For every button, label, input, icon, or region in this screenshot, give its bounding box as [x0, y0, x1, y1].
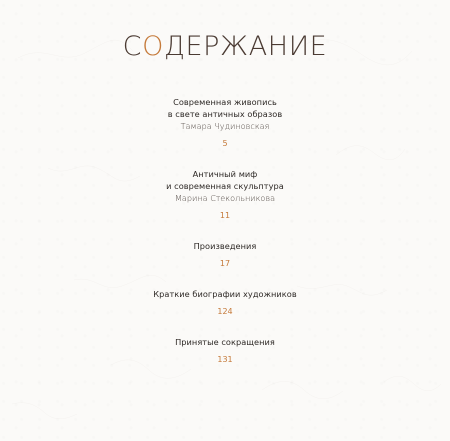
entry-title-line: в свете античных образов: [167, 109, 283, 119]
title-first-letter: С: [122, 31, 143, 62]
entry-page-number: 17: [219, 259, 231, 268]
entry-page-number: 5: [222, 139, 228, 148]
toc-entry: [0, 96, 450, 149]
title-accent-letter: О: [142, 31, 164, 62]
toc-entry: [0, 336, 450, 365]
toc-entry: [0, 168, 450, 221]
toc-entry: [0, 240, 450, 269]
page-title: [0, 33, 450, 60]
entry-page-number: 11: [219, 211, 231, 220]
entry-title-line: Принятые сокращения: [175, 337, 275, 347]
entry-page-number: 131: [217, 355, 233, 364]
entry-title-line: Краткие биографии художников: [153, 289, 297, 299]
entry-author: Марина Стекольникова: [174, 193, 276, 203]
entry-title-line: и современная скульптура: [166, 181, 284, 191]
entry-title-line: Античный миф: [192, 169, 258, 179]
entry-title-line: Современная живопись: [173, 97, 277, 107]
entry-title-line: Произведения: [193, 241, 257, 251]
toc-entry: [0, 288, 450, 317]
entry-author: Тамара Чудиновская: [180, 121, 270, 131]
title-rest: ДЕРЖАНИЕ: [163, 31, 328, 62]
entry-page-number: 124: [217, 307, 233, 316]
